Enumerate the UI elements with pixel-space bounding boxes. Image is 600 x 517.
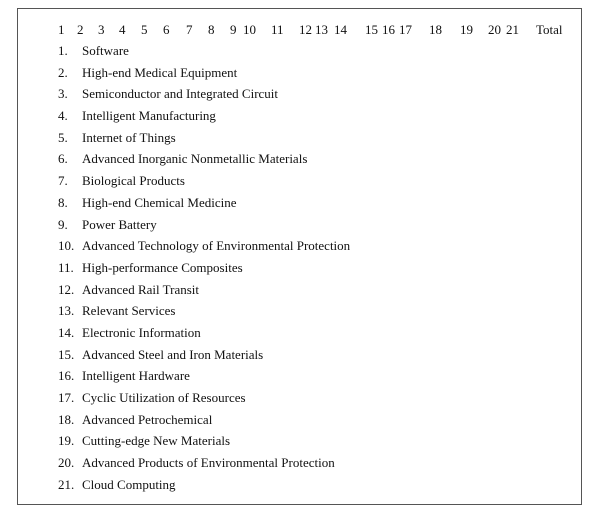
list-item [58, 216, 350, 238]
item-label: Semiconductor and Integrated Circuit [82, 86, 279, 102]
item-label: Intelligent Hardware [82, 368, 190, 384]
list-item [58, 367, 350, 389]
column-header-total: Total [536, 22, 563, 37]
list-item [58, 389, 350, 411]
column-header-19: 19 [460, 22, 473, 37]
item-number: 19. [58, 433, 75, 449]
item-label: Electronic Information [82, 324, 201, 340]
item-label: Software [82, 43, 129, 58]
item-label: High-performance Composites [82, 259, 243, 275]
column-header-6: 6 [163, 22, 170, 37]
item-number: 15. [58, 346, 75, 362]
list-item [58, 411, 350, 433]
item-number: 8. [58, 194, 68, 210]
item-number: 9. [58, 216, 68, 232]
list-item [58, 85, 350, 107]
column-header-20: 20 [488, 22, 501, 37]
list-item [58, 281, 350, 303]
column-header-15: 15 [365, 22, 378, 37]
list-item [58, 432, 350, 454]
item-label: Advanced Steel and Iron Materials [82, 346, 264, 362]
column-header-13: 13 [315, 22, 328, 37]
list-item [58, 302, 350, 324]
column-header-9: 9 [230, 22, 237, 37]
item-label: High-end Medical Equipment [82, 64, 238, 80]
item-label: Power Battery [82, 216, 157, 232]
column-header-11: 11 [271, 22, 284, 37]
header-row [18, 21, 581, 39]
list-item [58, 259, 350, 281]
item-label: Internet of Things [82, 129, 176, 145]
item-number: 2. [58, 64, 68, 80]
column-header-12: 12 [299, 22, 312, 37]
column-header-16: 16 [382, 22, 395, 37]
item-label: Relevant Services [82, 303, 176, 319]
column-header-2: 2 [77, 22, 84, 37]
list-item [58, 237, 350, 259]
list-item [58, 129, 350, 151]
item-label: High-end Chemical Medicine [82, 194, 237, 210]
item-number: 12. [58, 281, 75, 297]
item-number: 11. [58, 259, 74, 275]
item-number: 21. [58, 476, 75, 492]
item-number: 7. [58, 173, 68, 189]
column-header-18: 18 [429, 22, 442, 37]
column-header-21: 21 [506, 22, 519, 37]
item-number: 6. [58, 151, 68, 167]
column-header-3: 3 [98, 22, 105, 37]
item-list [58, 42, 350, 497]
item-number: 5. [58, 129, 68, 145]
column-header-7: 7 [186, 22, 193, 37]
item-label: Cutting-edge New Materials [82, 433, 231, 449]
item-label: Intelligent Manufacturing [82, 108, 216, 124]
list-item [58, 172, 350, 194]
item-number: 3. [58, 86, 68, 102]
item-number: 17. [58, 390, 75, 405]
list-item [58, 454, 350, 476]
item-number: 10. [58, 238, 75, 254]
item-label: Advanced Petrochemical [82, 411, 213, 427]
item-number: 1. [58, 43, 68, 58]
item-label: Cyclic Utilization of Resources [82, 390, 246, 405]
column-header-14: 14 [334, 22, 347, 37]
column-header-4: 4 [119, 22, 126, 37]
item-label: Biological Products [82, 173, 185, 189]
item-label: Advanced Rail Transit [82, 281, 199, 297]
item-number: 18. [58, 411, 75, 427]
table-frame [17, 8, 582, 505]
column-header-1: 1 [58, 22, 65, 37]
list-item [58, 107, 350, 129]
list-item [58, 42, 350, 64]
list-item [58, 194, 350, 216]
list-item [58, 346, 350, 368]
list-item [58, 64, 350, 86]
column-header-10: 10 [243, 22, 256, 37]
item-label: Cloud Computing [82, 476, 176, 492]
item-number: 4. [58, 108, 68, 124]
column-header-5: 5 [141, 22, 148, 37]
column-header-17: 17 [399, 22, 412, 37]
item-number: 20. [58, 455, 75, 471]
item-label: Advanced Technology of Environmental Protection [82, 238, 351, 254]
item-label: Advanced Inorganic Nonmetallic Materials [82, 151, 308, 167]
list-item [58, 150, 350, 172]
column-header-8: 8 [208, 22, 215, 37]
list-item [58, 324, 350, 346]
item-label: Advanced Products of Environmental Protection [82, 455, 335, 471]
item-number: 16. [58, 368, 75, 384]
item-number: 14. [58, 324, 75, 340]
item-number: 13. [58, 303, 75, 319]
list-item [58, 476, 350, 498]
